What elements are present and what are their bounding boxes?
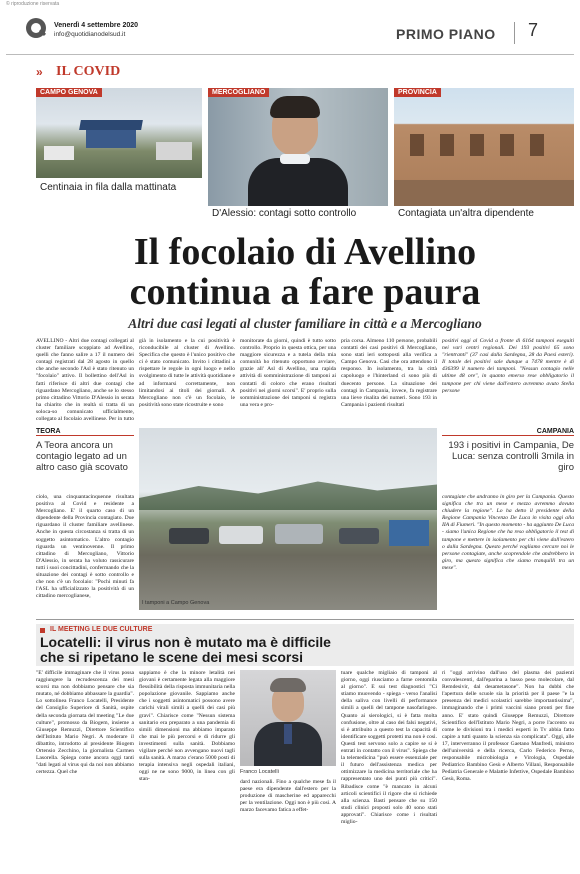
article-continuation-right: contagiate che andranno in giro per la Campania. Questo significa che tra un mese e mezzo avremmo dovuto chiudere la regione". Lo ha detto il presidente della Regione Campania Vincenzo De Luca in visita oggi alla IIA di Fiumeri. "In questo momento - ha aggiunto De Luca - siamo l'unica Regione che ha reso obbligatorio il test di tampone e mettere in isolamento per chi viene dall'estero o dalla Sardegna. Questo perché vogliamo cercare noi le persone contagiate, anche scoprendole che andrebbero in giro, ma questo significa che siamo tranquilli tra un mese". [442, 494, 574, 571]
side-summary-teora: A Teora ancora un contagio legato ad un altro caso già scovato [36, 440, 128, 473]
section-divider [36, 619, 574, 620]
second-column-5: ri "oggi arrivino dall'uso del plasma dei pazienti convalescenti, dall'eparina a basso peso molecolare, dal Remdesivir, dal desametasone". Non ha dubbi che l'apertura delle scuole sia la priorità per il paese "e la presenza dei medici scolastici sarebbe importantissima", immaginando che i primi vaccini siano pronti per fine anno. E' stato quindi Giuseppe Remuzzi, Direttore Scientifico dell'Istituto Mario Negri, a porre l'accento su come le divisioni tra i medici esperti in Tv abbia fatto capire a tutti quanto la scienza sia complicata". Oggi, alle 17, interverranno il professor Gaetano Manfredi, ministro dell'università e della ricerca, Carlo Federico Perno, responsabile microbiologia e Virologia, Ospedale Pediatrico Bambino Gesù e Alberto Villani, Responsabile Pediatria Generale e Malattie Infettive, Ospedale Bambino Gesù, Roma. [442, 670, 574, 783]
article-column-2: già in isolamento e la cui positività è riconducibile al cluster di Avellino. Specifica che questo è l'unico positivo che ci è stato comunicato. Invito i cittadini a rispettare le regole in ogni luogo e nello svolgimento di tutte le attività quotidiane e ad informarsi correttamente, non limitandosi ai titoli dei giornali. A Mercogliano non c'è un focolaio, le positività sono state ricostruite e sono [139, 338, 235, 408]
photo-image [36, 88, 202, 178]
headline-line2: continua a fare paura [129, 271, 481, 313]
article-column-3: monitorate da giorni, quindi è tutto sotto controllo. Proprio in questa ottica, per una maggiore sicurezza e a tutela della mia comunità ho ritenuto opportuno avviare, grazie all' Asl di Avellino, una rapida attività di somministrazione di tamponi ai contatti di coloro che erano risultati positivi nei giorni scorsi". E' proprio sulla somministrazione dei tamponi si registra una vera e pro- [240, 338, 336, 408]
second-kicker: IL MEETING LE DUE CULTURE [50, 626, 153, 633]
side-summary-campania: 193 i positivi in Campania, De Luca: senza controlli 3mila in giro [448, 440, 574, 473]
headline-subtitle: Altri due casi legati al cluster familiare in città e a Mercogliano [128, 316, 482, 331]
contact-email: info@quotidianodelsud.it [54, 31, 126, 38]
caption-mercogliano: D'Alessio: contagi sotto controllo [212, 208, 357, 219]
photo-tamponi [139, 428, 437, 610]
issue-date: Venerdì 4 settembre 2020 [54, 22, 139, 29]
caption-campo-genova: Centinaia in fila dalla mattinata [40, 182, 177, 193]
tag-campo-genova: CAMPO GENOVA [36, 88, 102, 97]
photo-locatelli [240, 670, 336, 766]
article-continuation-left: ciolo, una cinquantacinquenne risultata positiva al Covid e residente a Mercogliano. E' il quarto caso di un dipendente della Provincia contagiato. Due riguardano il cluster familiare avellinese. Anche in questa circostanza si tratta di un soggetto asintomatico. L'altro contagio riguarda un ventinovenne. Il primo cittadino di Mercogliano, Vittorio D'Alessio, in serata ha voluto rassicurare tutti i suoi concittadini, confermando che la situazione dei contagi è sotto controllo e che non c'è un focolaio: "Pochi minuti fa l'ASL ha ufficializzato la positività di un cittadino mercoglianese, [36, 494, 134, 600]
logo-q-icon [26, 18, 46, 38]
caption-provincia: Contagiata un'altra dipendente [398, 208, 534, 219]
photo-mercogliano [208, 88, 388, 206]
side-tag-campania: CAMPANIA [442, 428, 574, 436]
tent-shape [86, 128, 136, 148]
headline-line1: Il focolaio di Avellino [133, 231, 477, 273]
masthead [6, 10, 574, 48]
photo-image [394, 88, 574, 206]
second-article-header [36, 624, 574, 666]
photo-image [208, 88, 388, 206]
second-column-2: sappiamo è che la minore letalità nei giovani è certamente legata alla maggiore flessibilità della risposta immunitaria nella popolazione giovanile. Sappiamo anche che i soggetti asintomatici possono avere carichi virali simili a quelli dei casi più gravi". Chiarisce come "Nessun sistema sanitario era preparato a una pandemia di simili dimensioni ma abbiamo imparato che mai le più percorsi e di ridurre gli investimenti sulla sanità. Dobbiamo vigilare perché non avvengano nuovi tagli sulla sanità. A marzo c'erano 5000 posti di terapia intensiva negli ospedali italiani, oggi ne ne sono 9000, in linea con gli stan- [139, 670, 235, 783]
caption-tamponi: I tamponi a Campo Genova [142, 600, 210, 606]
article-column-5: positivi oggi al Covid a fronte di 6164 tamponi eseguiti nei vari centri regionali. Dei 193 positivi 65 sono "rientranti" (37 casi dalla Sardegna, 28 da Paesi esteri). Il totale dei positivi sale dunque a 7478 mentre è di 436399 il numero dei tamponi. "Nessun contagio nelle ultime 48 ore", in quanto emerso rese obbligatorio il tampone per chi viene dall'estero avremmo avuto Stella persone [442, 338, 574, 394]
side-tag-teora: TEORA [36, 428, 134, 436]
second-column-1: "E' difficile immaginare che il virus possa raggiungere la recrudescenza dei mesi scorsi ma non dobbiamo pensare che sia mutato, né dobbiamo abbassare la guardia". Lo sottolinea Franco Locatelli, Presidente del Consiglio Superiore di Sanità, ospite della seconda giornata del meeting "Le due culture", promosso da Biogem, insieme a Giuseppe Remuzzi, Direttore Scientifico dell'Istituto Mario Negri. A moderare il dibattito, introdotto al presidente Biogem Ortensio Zecchino, la giornalista Carmen Lasorella. Spiega come ancora oggi tanti "dati legati al virus qui da noi non abbiamo certezza. Quel che [36, 670, 134, 776]
top-rule [6, 54, 574, 55]
masthead-divider [514, 22, 515, 44]
second-title-line1: Locatelli: il virus non è mutato ma è difficile [40, 634, 331, 650]
article-column-4: pria corsa. Almeno 110 persone, probabili contatti dei casi positivi di Mercogliano, sono stati ieri sottoposti alla verifica a Campo Genova. Casi che ora attendono il responso. In isolamento, tra la città capoluogo e l'hinterland ci sono più di duecento persone. La situazione dei contagi in Campania, invece, fa registrare una lieve risalita dei numeri. Sono 193 in Campania i pazienti risultati [341, 338, 437, 408]
kicker-square-icon [40, 628, 45, 633]
page-number: 7 [528, 20, 539, 40]
second-column-3: dard nazionali. Fino a qualche mese fa il paese era dipendente dall'estero per la produzione di mascherine ed apparecchi per la ventilazione. Oggi non è più così. A marzo facevamo fatica a effet- [240, 779, 336, 814]
article-column-1: AVELLINO - Altri due contagi collegati al cluster familiare scoppiato ad Avellino, quelli che fanno salire a 17 il numero dei contagi registrati dal 28 agosto in quello che anche secondo l'Asl è stato ritenuto un "focolaio" attivo. Il bollettino dell'Asl in fatti riferisce di altri due contagi che riguardano Mercogliano, anche se lo stesso primo cittadino Vittorio D'Alessio in serata ha chiarito che in realtà si tratta di un soloca-so comunicato ufficialmente, collegato al focolaio avellinese. Per in tutto [36, 338, 134, 422]
tag-provincia: PROVINCIA [394, 88, 441, 97]
tag-mercogliano: MERCOGLIANO [208, 88, 269, 97]
rubric-chevron-icon: » [36, 65, 43, 79]
second-title-line2: che si ripetano le scene dei mesi scorsi [40, 649, 304, 665]
caption-locatelli: Franco Locatelli [240, 769, 279, 775]
section-title: PRIMO PIANO [396, 26, 496, 42]
rubric-title: IL COVID [56, 64, 121, 79]
copyright-note: © riproduzione riservata [6, 1, 60, 7]
photo-campo-genova [36, 88, 202, 178]
second-column-4: tuare qualche migliaio di tamponi al giorno, oggi riusciamo a farne centomila al giorno". E sui test diagnostici "Ci stiamo muovendo - spiega - verso l'analisi della saliva con livelli di performance simili a quelli del tampone nasofaringeo. Quanto ai sierologici, si è fatta molta confusione, oltre al caso dei falsi negativi, si è attribuito a questo test la capacità di identificare soggetti protetti ma non è così. Questi test servono solo a capire se si è entrati in contatto con il virus". Spiega che la telemedicina "può essere essenziale per il futuro dell'assistenza medica per ottimizzare la medicina territoriale che ha rappresentato uno dei punti più critici". Ribadisce come "è mancato in alcuni articoli scientifici il rigore che si richiede alla scienza. Basti pensare che su 150 studi clinici proposti solo 40 sono stati approvati". Chiarisce come i risultati miglio- [341, 670, 437, 825]
photo-provincia [394, 88, 574, 206]
